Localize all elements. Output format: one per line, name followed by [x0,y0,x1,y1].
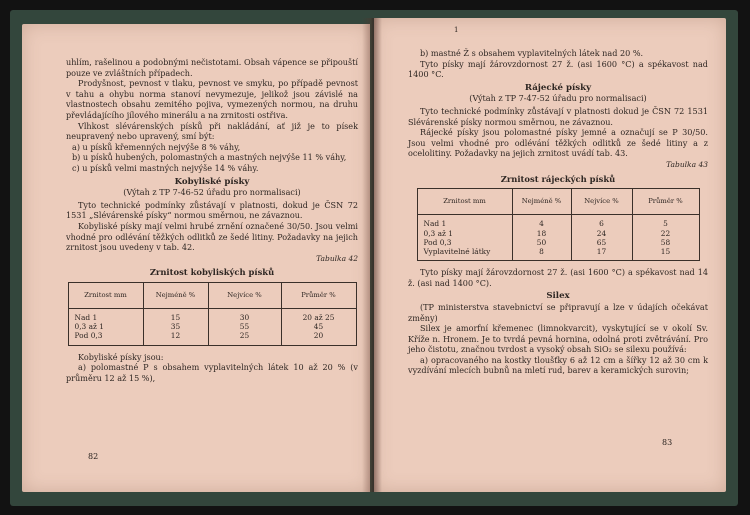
paragraph: Silex je amorfní křemenec (limnokvarcit), vyskytující se v okolí Sv. Kříže n. Hronem. Je to tvrdá pevná hornina, odolná proti zvětrávání. Pro jeho čistotu, značnou tvrdost a vysoký obsah SiO₂ se silexu používá: [408,323,708,355]
table-label: Tabulka 42 [316,253,358,263]
cell-value: 45 [313,322,324,332]
cell-value: 35 [170,322,181,332]
cell-value: 58 [660,237,671,247]
cell-value: 50 [536,237,547,247]
paragraph: Kobyliské písky mají velmi hrubé zrnění označené 30/50. Jsou velmi vhodné pro odlévání těžkých odlitků ze šedé litiny. Požadavky na jejich zrnitost jsou uvedeny v tab. 42. [66,220,358,253]
list-item: c) u písků velmi mastných nejvýše 14 % váhy. [72,162,259,173]
paragraph: Tyto písky mají žárovzdornost 27 ž. (asi 1600 °C) a spékavost nad 1400 °C. [408,58,708,80]
list-item: a) u písků křemenných nejvýše 8 % váhy, [72,141,241,152]
cell-value: 17 [596,246,607,256]
grain-size-table [417,188,700,261]
table-header: Nejméně % [143,282,208,308]
table-cell [417,215,512,261]
cell-value: Pod 0,3 [423,237,452,247]
right-page-text [408,48,708,376]
table-header: Zrnitost mm [417,189,512,215]
folio-mark: 1 [454,26,459,34]
cell-value: 20 [313,331,324,341]
page-number: 83 [662,438,673,447]
paragraph: a) opracovaného na kostky tloušťky 6 až 12 cm a šířky 12 až 30 cm k vyzdívání mlecích bubnů na mletí rud, barev a keramických surovin; [408,354,708,376]
section-title: Kobyliské písky [174,176,250,187]
table-header: Zrnitost mm [68,282,143,308]
cell-value: 0,3 až 1 [74,322,104,332]
right-page [374,18,726,492]
paragraph: Vlhkost slévárenských písků při nakládání, ať již je to písek neupravený nebo upravený, smí být: [66,120,358,142]
section-subtitle: (Výtah z TP 7-47-52 úřadu pro normalisaci) [469,93,647,104]
cell-value: Nad 1 [74,313,98,323]
cell-value: 18 [536,228,547,238]
paragraph: b) mastné Ž s obsahem vyplavitelných látek nad 20 %. [420,48,644,58]
cell-value: 8 [539,246,544,256]
table-caption: Zrnitost kobyliských písků [149,267,275,278]
cell-value: 15 [170,313,181,323]
cell-value: 65 [596,237,607,247]
cell-value: 6 [599,219,604,229]
cell-value: 12 [170,331,181,341]
cell-value: 22 [660,228,671,238]
table-row [68,309,356,346]
page-number: 82 [88,452,99,461]
table-header: Nejvíce % [571,189,632,215]
table-label: Tabulka 43 [666,159,708,169]
table-header: Nejméně % [512,189,571,215]
cell-value: Pod 0,3 [74,331,103,341]
table-cell [571,215,632,261]
paragraph: Tyto písky mají žárovzdornost 27 ž. (asi 1600 °C) a spékavost nad 14 ž. (asi nad 1400 °C). [408,267,708,288]
cell-value: 25 [239,331,250,341]
list-item: b) u písků hubených, polomastných a mastných nejvýše 11 % váhy, [72,152,347,163]
paragraph: Rájecké písky jsou polomastné písky jemné a označují se P 30/50. Jsou velmi vhodné pro odlévání těžkých odlitků ze šedé litiny a z ocelolitiny. Požadavky na jejich zrnitost uvádí tab. 43. [408,127,708,159]
table-row [417,215,699,261]
cell-value: 24 [596,228,607,238]
section-title: Silex [546,291,570,302]
cell-value: 20 až 25 [302,313,335,323]
cell-value: 5 [663,219,668,229]
cell-value: Vyplavitelné látky [423,246,491,256]
table-cell [143,309,208,346]
paragraph: Tyto technické podmínky zůstávají v platnosti, dokud je ČSN 72 1531 „Slévárenské písky“ normou směrnou, ne závaznou. [66,199,358,221]
cell-value: 55 [239,322,250,332]
table-header: Nejvíce % [208,282,281,308]
table-cell [281,309,356,346]
paragraph: uhlím, rašelinou a podobnými nečistotami. Obsah vápence se připouští pouze ve zvláštních případech. [66,57,358,78]
table-caption: Zrnitost rájeckých písků [500,173,616,184]
table-cell [208,309,281,346]
table-header: Průměr % [632,189,699,215]
paragraph: a) polomastné P s obsahem vyplavitelných látek 10 až 20 % (v průměru 12 až 15 %), [66,362,358,383]
cell-value: Nad 1 [423,219,447,229]
left-page [22,24,370,492]
book-gutter [362,18,382,492]
section-subtitle: (TP ministerstva stavebnictví se připravují a lze v údajích očekávat změny) [408,301,708,323]
table-header: Průměr % [281,282,356,308]
cell-value: 15 [660,246,671,256]
paragraph: Prodyšnost, pevnost v tlaku, pevnost ve smyku, po případě pevnost v tahu a ohybu norma stanoví nevymezuje, jelikož jsou závislé na vlastnostech obsahu zemitého pojiva, vymezených normou, na druhu převládajícího jílového minerálu a na zrnitosti ostřiva. [66,78,358,120]
table-cell [68,309,143,346]
paragraph: Kobyliské písky jsou: [78,351,164,362]
section-title: Rájecké písky [524,82,592,93]
grain-size-table [68,282,357,346]
cell-value: 4 [539,219,544,229]
table-cell [512,215,571,261]
cell-value: 30 [239,313,250,323]
cell-value: 0,3 až 1 [423,228,453,238]
left-page-text [66,57,358,383]
section-subtitle: (Výtah z TP 7-46-52 úřadu pro normalisaci) [123,187,301,198]
table-cell [632,215,699,261]
paragraph: Tyto technické podmínky zůstávají v platnosti dokud je ČSN 72 1531 Slévárenské písky normou směrnou, ne závaznou. [408,105,708,127]
